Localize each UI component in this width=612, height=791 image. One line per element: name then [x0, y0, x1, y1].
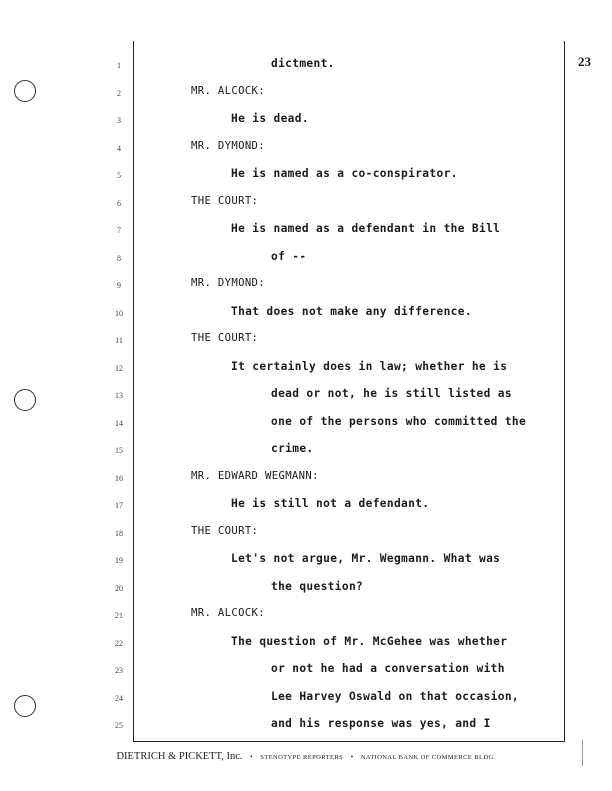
- line-number: 3: [117, 116, 121, 125]
- transcript-line: of --: [271, 249, 307, 263]
- line-number: 12: [115, 363, 123, 373]
- speaker-label: THE COURT:: [191, 332, 259, 344]
- line-number: 2: [117, 88, 121, 98]
- line-number: 16: [115, 473, 123, 483]
- transcript-line: He is named as a co-conspirator.: [231, 167, 458, 180]
- line-number: 14: [115, 418, 123, 428]
- line-number: 20: [115, 583, 123, 593]
- page-number: 23: [578, 54, 591, 69]
- footer-address: NATIONAL BANK OF COMMERCE BLDG.: [360, 754, 496, 761]
- footer-separator-2: •: [350, 753, 354, 761]
- speaker-label: THE COURT:: [191, 524, 259, 537]
- line-number: 23: [115, 666, 123, 675]
- line-number: 13: [115, 391, 123, 400]
- speaker-label: MR. DYMOND:: [191, 139, 266, 152]
- transcript-line: one of the persons who committed the: [271, 414, 527, 428]
- binder-hole-middle: [14, 389, 36, 411]
- transcript-line: Let's not argue, Mr. Wegmann. What was: [231, 552, 501, 565]
- transcript-line: dead or not, he is still listed as: [271, 387, 512, 400]
- transcript-line: dictment.: [271, 57, 335, 70]
- line-number: 4: [117, 143, 121, 153]
- speaker-label: MR. EDWARD WEGMANN:: [191, 469, 319, 482]
- speaker-label: MR. ALCOCK:: [191, 84, 266, 97]
- footer-company: DIETRICH & PICKETT, Inc.: [116, 751, 243, 762]
- margin-mark: [582, 740, 583, 766]
- line-number: 22: [115, 638, 123, 648]
- transcript-line: It certainly does in law; whether he is: [231, 359, 508, 373]
- line-number: 6: [117, 198, 121, 208]
- line-number: 21: [115, 611, 123, 620]
- binder-hole-top: [14, 80, 36, 102]
- reporter-footer: [0, 751, 612, 762]
- line-number: 19: [115, 556, 123, 565]
- transcript-line: He is dead.: [231, 112, 309, 125]
- line-number: 25: [115, 721, 123, 730]
- transcript-line: That does not make any difference.: [231, 304, 472, 318]
- transcript-line: The question of Mr. McGehee was whether: [231, 634, 508, 648]
- line-number: 10: [115, 308, 123, 318]
- transcript-line: Lee Harvey Oswald on that occasion,: [271, 689, 519, 703]
- line-number: 18: [115, 528, 123, 538]
- transcript-line: the question?: [271, 579, 364, 593]
- transcript-line: He is still not a defendant.: [231, 497, 430, 510]
- line-number: 1: [117, 61, 121, 70]
- line-number: 11: [115, 336, 123, 345]
- transcript-line: crime.: [271, 442, 314, 455]
- speaker-label: MR. DYMOND:: [191, 277, 266, 289]
- footer-service: STENOTYPE REPORTERS: [260, 754, 344, 761]
- line-number: 9: [117, 281, 121, 290]
- line-number: 17: [115, 501, 123, 510]
- transcript-line: He is named as a defendant in the Bill: [231, 222, 501, 235]
- transcript-line: or not he had a conversation with: [271, 662, 505, 675]
- line-number: 15: [115, 446, 123, 455]
- line-number: 24: [115, 693, 123, 703]
- line-number: 8: [117, 253, 121, 263]
- speaker-label: THE COURT:: [191, 194, 259, 207]
- line-number: 5: [117, 171, 121, 180]
- transcript-line: and his response was yes, and I: [271, 717, 491, 730]
- binder-hole-bottom: [14, 695, 36, 717]
- speaker-label: MR. ALCOCK:: [191, 607, 266, 619]
- footer-separator-1: •: [250, 753, 253, 761]
- line-number: 7: [117, 226, 121, 235]
